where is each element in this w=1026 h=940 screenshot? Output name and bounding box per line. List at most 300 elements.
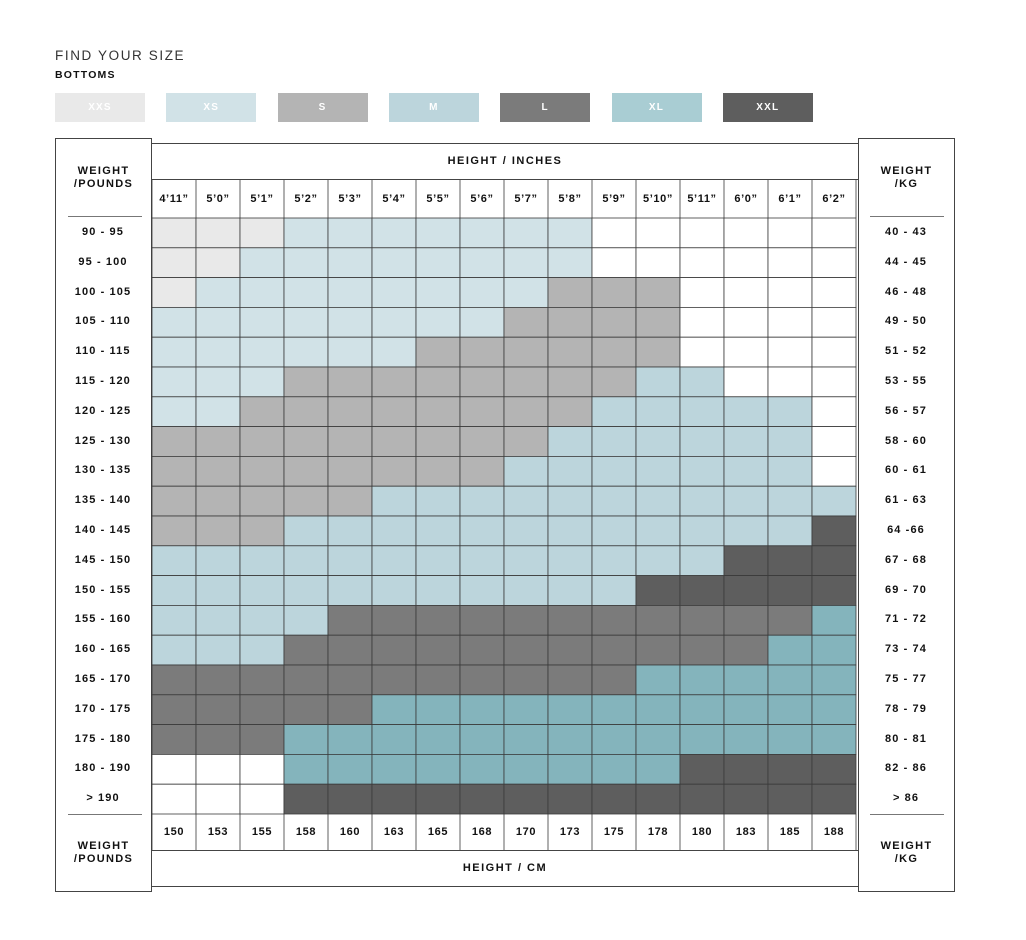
cell-r8-c15-none (812, 456, 856, 486)
cell-r13-c10-l (592, 605, 636, 635)
cell-r5-c11-m (636, 367, 680, 397)
cell-r12-c13-xxl (724, 576, 768, 606)
cell-r11-c2-m (240, 546, 284, 576)
cell-r6-c13-m (724, 397, 768, 427)
cell-r9-c11-m (636, 486, 680, 516)
cell-r16-c0-l (152, 695, 196, 725)
height-inch-tick: 4’11” (159, 193, 189, 205)
cell-r14-c7-l (460, 635, 504, 665)
cell-r0-c9-xs (548, 218, 592, 248)
height-inch-tick: 6’2” (822, 193, 846, 205)
cell-r2-c11-s (636, 278, 680, 308)
cell-r8-c13-m (724, 456, 768, 486)
cell-r3-c6-xs (416, 307, 460, 337)
cell-r13-c8-l (504, 605, 548, 635)
cell-r15-c1-l (196, 665, 240, 695)
cell-r16-c8-xl (504, 695, 548, 725)
cell-r7-c7-s (460, 427, 504, 457)
cell-r14-c5-l (372, 635, 416, 665)
cell-r4-c4-xs (328, 337, 372, 367)
cell-r0-c0-xxs (152, 218, 196, 248)
cell-r0-c4-xs (328, 218, 372, 248)
cell-r14-c0-m (152, 635, 196, 665)
cell-r9-c8-m (504, 486, 548, 516)
right-top-header: WEIGHT /KG (880, 165, 933, 190)
cell-r8-c5-s (372, 456, 416, 486)
cell-r11-c15-xxl (812, 546, 856, 576)
cell-r5-c10-s (592, 367, 636, 397)
weight-kg-tick: 49 - 50 (885, 315, 927, 328)
height-inch-tick: 5’0” (206, 193, 230, 205)
cell-r13-c7-l (460, 605, 504, 635)
weight-kg-tick: 51 - 52 (885, 345, 927, 358)
cell-r8-c7-s (460, 456, 504, 486)
cell-r13-c9-l (548, 605, 592, 635)
cell-r9-c7-m (460, 486, 504, 516)
cell-r10-c0-s (152, 516, 196, 546)
cell-r16-c11-xl (636, 695, 680, 725)
cell-r7-c4-s (328, 427, 372, 457)
cell-r1-c1-xxs (196, 248, 240, 278)
cell-r0-c15-none (812, 218, 856, 248)
cell-r2-c1-xs (196, 278, 240, 308)
cell-r12-c7-m (460, 576, 504, 606)
cell-r6-c1-xs (196, 397, 240, 427)
weight-pound-tick: 155 - 160 (74, 613, 132, 626)
weight-kg-tick: 69 - 70 (885, 583, 927, 596)
cell-r3-c9-s (548, 307, 592, 337)
cell-r12-c5-m (372, 576, 416, 606)
cell-r4-c9-s (548, 337, 592, 367)
cell-r12-c1-m (196, 576, 240, 606)
cell-r19-c6-xxl (416, 784, 460, 814)
cell-r13-c15-xl (812, 605, 856, 635)
weight-pound-tick: 160 - 165 (74, 643, 132, 656)
cell-r6-c11-m (636, 397, 680, 427)
cell-r3-c12-none (680, 307, 724, 337)
weight-kg-tick: 71 - 72 (885, 613, 927, 626)
cell-r8-c11-m (636, 456, 680, 486)
cell-r11-c3-m (284, 546, 328, 576)
cell-r10-c4-m (328, 516, 372, 546)
cell-r4-c10-s (592, 337, 636, 367)
cell-r12-c4-m (328, 576, 372, 606)
cell-r11-c6-m (416, 546, 460, 576)
height-inches-label: HEIGHT / INCHES (447, 155, 563, 167)
cell-r19-c3-xxl (284, 784, 328, 814)
cell-r2-c2-xs (240, 278, 284, 308)
cell-r17-c9-xl (548, 725, 592, 755)
cell-r13-c3-m (284, 605, 328, 635)
cell-r13-c0-m (152, 605, 196, 635)
height-inch-tick: 5’3” (338, 193, 362, 205)
cell-r16-c6-xl (416, 695, 460, 725)
cell-r18-c3-xl (284, 754, 328, 784)
weight-kg-tick: 61 - 63 (885, 494, 927, 507)
cell-r6-c2-s (240, 397, 284, 427)
cell-r8-c2-s (240, 456, 284, 486)
cell-r13-c1-m (196, 605, 240, 635)
cell-r15-c14-xl (768, 665, 812, 695)
cell-r5-c13-none (724, 367, 768, 397)
cell-r6-c5-s (372, 397, 416, 427)
cell-r9-c6-m (416, 486, 460, 516)
cell-r4-c3-xs (284, 337, 328, 367)
cell-r7-c2-s (240, 427, 284, 457)
cell-r16-c5-xl (372, 695, 416, 725)
cell-r12-c3-m (284, 576, 328, 606)
cell-r13-c11-l (636, 605, 680, 635)
cell-r0-c6-xs (416, 218, 460, 248)
cell-r8-c12-m (680, 456, 724, 486)
cell-r4-c13-none (724, 337, 768, 367)
cell-r1-c14-none (768, 248, 812, 278)
cell-r1-c11-none (636, 248, 680, 278)
cell-r18-c2-none (240, 754, 284, 784)
cell-r12-c14-xxl (768, 576, 812, 606)
cell-r17-c4-xl (328, 725, 372, 755)
height-cm-tick: 180 (691, 826, 713, 838)
cell-r19-c4-xxl (328, 784, 372, 814)
cell-r8-c6-s (416, 456, 460, 486)
cell-r6-c4-s (328, 397, 372, 427)
cell-r5-c8-s (504, 367, 548, 397)
cell-r11-c12-m (680, 546, 724, 576)
cell-r1-c0-xxs (152, 248, 196, 278)
cell-r16-c12-xl (680, 695, 724, 725)
weight-kg-tick: 58 - 60 (885, 434, 927, 447)
height-inch-tick: 5’8” (558, 193, 582, 205)
cell-r15-c8-l (504, 665, 548, 695)
cell-r7-c10-m (592, 427, 636, 457)
cell-r13-c13-l (724, 605, 768, 635)
weight-pound-tick: 150 - 155 (74, 583, 132, 596)
cell-r19-c8-xxl (504, 784, 548, 814)
weight-pound-tick: 95 - 100 (78, 255, 128, 268)
cell-r19-c9-xxl (548, 784, 592, 814)
cell-r2-c14-none (768, 278, 812, 308)
cell-r7-c5-s (372, 427, 416, 457)
cell-r19-c14-xxl (768, 784, 812, 814)
cell-r13-c2-m (240, 605, 284, 635)
height-cm-label: HEIGHT / CM (462, 862, 548, 874)
cell-r11-c5-m (372, 546, 416, 576)
cell-r15-c6-l (416, 665, 460, 695)
cell-r13-c6-l (416, 605, 460, 635)
cell-r10-c13-m (724, 516, 768, 546)
height-cm-tick: 150 (163, 826, 185, 838)
height-inch-tick: 6’1” (778, 193, 802, 205)
weight-kg-tick: 75 - 77 (885, 673, 927, 685)
cell-r17-c14-xl (768, 725, 812, 755)
cell-r0-c12-none (680, 218, 724, 248)
cell-r7-c13-m (724, 427, 768, 457)
cell-r1-c15-none (812, 248, 856, 278)
cell-r14-c10-l (592, 635, 636, 665)
cell-r14-c4-l (328, 635, 372, 665)
cell-r0-c14-none (768, 218, 812, 248)
cell-r0-c8-xs (504, 218, 548, 248)
cell-r18-c13-xxl (724, 754, 768, 784)
cell-r10-c8-m (504, 516, 548, 546)
legend-swatch-xs: XS (166, 93, 256, 122)
cell-r8-c14-m (768, 456, 812, 486)
cell-r4-c2-xs (240, 337, 284, 367)
cell-r7-c9-m (548, 427, 592, 457)
cell-r2-c4-xs (328, 278, 372, 308)
cell-r4-c6-s (416, 337, 460, 367)
weight-pound-tick: 130 - 135 (74, 464, 132, 477)
cell-r4-c7-s (460, 337, 504, 367)
cell-r7-c1-s (196, 427, 240, 457)
cell-r1-c13-none (724, 248, 768, 278)
cell-r6-c8-s (504, 397, 548, 427)
cell-r2-c13-none (724, 278, 768, 308)
cell-r16-c10-xl (592, 695, 636, 725)
cell-r6-c9-s (548, 397, 592, 427)
cell-r1-c6-xs (416, 248, 460, 278)
cell-r5-c5-s (372, 367, 416, 397)
cell-r4-c8-s (504, 337, 548, 367)
cell-r17-c2-l (240, 725, 284, 755)
cell-r14-c13-l (724, 635, 768, 665)
cell-r6-c7-s (460, 397, 504, 427)
cell-r7-c3-s (284, 427, 328, 457)
cell-r15-c9-l (548, 665, 592, 695)
cell-r1-c7-xs (460, 248, 504, 278)
cell-r5-c15-none (812, 367, 856, 397)
cell-r1-c3-xs (284, 248, 328, 278)
cell-r16-c9-xl (548, 695, 592, 725)
cell-r2-c6-xs (416, 278, 460, 308)
cell-r3-c14-none (768, 307, 812, 337)
cell-r19-c1-none (196, 784, 240, 814)
cell-r19-c12-xxl (680, 784, 724, 814)
cell-r2-c3-xs (284, 278, 328, 308)
cell-r17-c8-xl (504, 725, 548, 755)
cell-r18-c7-xl (460, 754, 504, 784)
cell-r2-c0-xxs (152, 278, 196, 308)
legend-swatch-xl: XL (612, 93, 702, 122)
cell-r6-c10-m (592, 397, 636, 427)
cell-r7-c8-s (504, 427, 548, 457)
weight-kg-tick: 44 - 45 (885, 255, 927, 268)
cell-r6-c14-m (768, 397, 812, 427)
height-cm-tick: 163 (383, 826, 405, 838)
weight-pound-tick: 100 - 105 (74, 285, 132, 298)
cell-r5-c4-s (328, 367, 372, 397)
cell-r2-c12-none (680, 278, 724, 308)
weight-kg-tick: 80 - 81 (885, 732, 927, 745)
weight-pound-tick: 175 - 180 (74, 732, 132, 745)
cell-r14-c8-l (504, 635, 548, 665)
weight-pound-tick: 170 - 175 (74, 702, 132, 715)
cell-r6-c15-none (812, 397, 856, 427)
cell-r17-c12-xl (680, 725, 724, 755)
cell-r8-c1-s (196, 456, 240, 486)
cell-r7-c11-m (636, 427, 680, 457)
weight-pound-tick: 125 - 130 (74, 434, 132, 447)
cell-r15-c13-xl (724, 665, 768, 695)
cell-r9-c9-m (548, 486, 592, 516)
cell-r9-c3-s (284, 486, 328, 516)
cell-r3-c2-xs (240, 307, 284, 337)
cell-r19-c13-xxl (724, 784, 768, 814)
weight-kg-tick: 64 -66 (887, 524, 925, 536)
cell-r9-c12-m (680, 486, 724, 516)
cell-r19-c15-xxl (812, 784, 856, 814)
cell-r9-c2-s (240, 486, 284, 516)
cell-r10-c7-m (460, 516, 504, 546)
cell-r5-c7-s (460, 367, 504, 397)
cell-r0-c1-xxs (196, 218, 240, 248)
cell-r16-c2-l (240, 695, 284, 725)
cell-r0-c10-none (592, 218, 636, 248)
cell-r7-c6-s (416, 427, 460, 457)
cell-r3-c0-xs (152, 307, 196, 337)
cell-r14-c11-l (636, 635, 680, 665)
cell-r2-c8-xs (504, 278, 548, 308)
height-inch-tick: 5’2” (294, 193, 318, 205)
cell-r6-c3-s (284, 397, 328, 427)
cell-r15-c15-xl (812, 665, 856, 695)
cell-r6-c12-m (680, 397, 724, 427)
cell-r7-c15-none (812, 427, 856, 457)
cell-r1-c9-xs (548, 248, 592, 278)
height-inch-tick: 5’11” (687, 193, 717, 205)
cell-r18-c8-xl (504, 754, 548, 784)
cell-r19-c2-none (240, 784, 284, 814)
cell-r3-c11-s (636, 307, 680, 337)
legend-swatch-xxs: XXS (55, 93, 145, 122)
height-inch-tick: 6’0” (734, 193, 758, 205)
cell-r8-c9-m (548, 456, 592, 486)
height-cm-tick: 158 (295, 826, 317, 838)
cell-r4-c12-none (680, 337, 724, 367)
cell-r11-c14-xxl (768, 546, 812, 576)
cell-r3-c5-xs (372, 307, 416, 337)
height-inch-tick: 5’6” (470, 193, 494, 205)
height-cm-tick: 188 (823, 826, 845, 838)
cell-r18-c9-xl (548, 754, 592, 784)
cell-r6-c0-xs (152, 397, 196, 427)
cell-r12-c2-m (240, 576, 284, 606)
cell-r3-c3-xs (284, 307, 328, 337)
cell-r2-c15-none (812, 278, 856, 308)
cell-r10-c10-m (592, 516, 636, 546)
cell-r16-c1-l (196, 695, 240, 725)
cell-r1-c12-none (680, 248, 724, 278)
cell-r14-c15-xl (812, 635, 856, 665)
cell-r11-c7-m (460, 546, 504, 576)
cell-r16-c13-xl (724, 695, 768, 725)
cell-r11-c13-xxl (724, 546, 768, 576)
cell-r7-c12-m (680, 427, 724, 457)
cell-r16-c15-xl (812, 695, 856, 725)
cell-r15-c11-xl (636, 665, 680, 695)
cell-r15-c7-l (460, 665, 504, 695)
cell-r0-c2-xxs (240, 218, 284, 248)
weight-pound-tick: 105 - 110 (75, 315, 131, 328)
cell-r10-c5-m (372, 516, 416, 546)
height-cm-tick: 173 (559, 826, 581, 838)
height-cm-tick: 170 (515, 826, 537, 838)
height-inch-tick: 5’1” (250, 193, 274, 205)
cell-r1-c4-xs (328, 248, 372, 278)
cell-r17-c10-xl (592, 725, 636, 755)
cell-r9-c13-m (724, 486, 768, 516)
cell-r3-c15-none (812, 307, 856, 337)
cell-r16-c7-xl (460, 695, 504, 725)
cell-r15-c0-l (152, 665, 196, 695)
cell-r14-c6-l (416, 635, 460, 665)
cell-r18-c11-xl (636, 754, 680, 784)
height-cm-tick: 175 (603, 826, 625, 838)
page-title: FIND YOUR SIZE (55, 48, 186, 63)
cell-r12-c9-m (548, 576, 592, 606)
cell-r19-c11-xxl (636, 784, 680, 814)
cell-r15-c4-l (328, 665, 372, 695)
cell-r19-c0-none (152, 784, 196, 814)
cell-r17-c13-xl (724, 725, 768, 755)
cell-r15-c2-l (240, 665, 284, 695)
height-inch-tick: 5’10” (643, 193, 673, 205)
weight-pound-tick: 90 - 95 (82, 226, 124, 238)
cell-r5-c9-s (548, 367, 592, 397)
cell-r18-c1-none (196, 754, 240, 784)
cell-r4-c1-xs (196, 337, 240, 367)
cell-r0-c5-xs (372, 218, 416, 248)
cell-r9-c10-m (592, 486, 636, 516)
cell-r8-c3-s (284, 456, 328, 486)
cell-r18-c15-xxl (812, 754, 856, 784)
cell-r14-c2-m (240, 635, 284, 665)
cell-r4-c11-s (636, 337, 680, 367)
cell-r5-c14-none (768, 367, 812, 397)
cell-r12-c10-m (592, 576, 636, 606)
cell-r6-c6-s (416, 397, 460, 427)
weight-kg-tick: 73 - 74 (885, 643, 927, 656)
cell-r8-c0-s (152, 456, 196, 486)
cell-r13-c5-l (372, 605, 416, 635)
cell-r10-c3-m (284, 516, 328, 546)
cell-r17-c5-xl (372, 725, 416, 755)
cell-r10-c1-s (196, 516, 240, 546)
weight-pound-tick: > 190 (86, 792, 120, 805)
cell-r11-c9-m (548, 546, 592, 576)
cell-r12-c15-xxl (812, 576, 856, 606)
height-cm-tick: 155 (251, 826, 273, 838)
weight-pound-tick: 135 - 140 (74, 494, 132, 507)
cell-r16-c14-xl (768, 695, 812, 725)
cell-r11-c8-m (504, 546, 548, 576)
legend-swatch-m: M (389, 93, 479, 122)
cell-r10-c6-m (416, 516, 460, 546)
right-bottom-header: WEIGHT /KG (880, 840, 933, 865)
cell-r14-c3-l (284, 635, 328, 665)
cell-r12-c11-xxl (636, 576, 680, 606)
cell-r5-c12-m (680, 367, 724, 397)
cell-r8-c8-m (504, 456, 548, 486)
weight-pound-tick: 145 - 150 (74, 553, 132, 566)
cell-r1-c5-xs (372, 248, 416, 278)
cell-r3-c10-s (592, 307, 636, 337)
cell-r0-c7-xs (460, 218, 504, 248)
cell-r16-c4-l (328, 695, 372, 725)
cell-r8-c4-s (328, 456, 372, 486)
weight-kg-tick: 40 - 43 (885, 226, 927, 238)
height-inch-tick: 5’7” (514, 193, 538, 205)
